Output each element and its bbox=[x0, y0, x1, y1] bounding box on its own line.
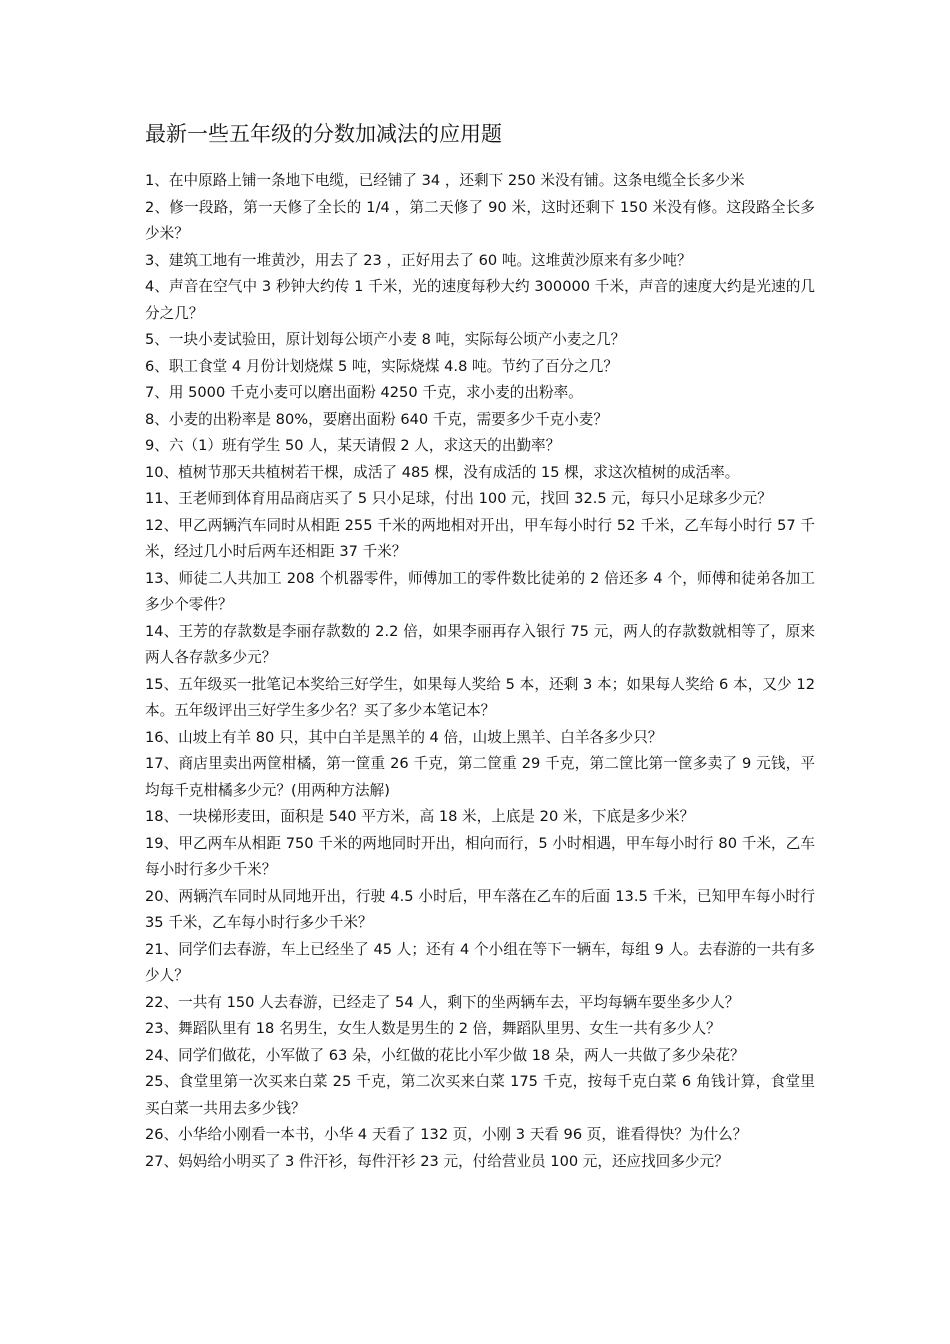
question-item: 22、一共有 150 人去春游，已经走了 54 人，剩下的坐两辆车去，平均每辆车要坐多少人？ bbox=[145, 993, 740, 1011]
document-title: 最新一些五年级的分数加减法的应用题 bbox=[145, 122, 502, 146]
question-item: 8、小麦的出粉率是 80%，要磨出面粉 640 千克，需要多少千克小麦？ bbox=[145, 410, 608, 428]
question-item: 26、小华给小刚看一本书，小华 4 天看了 132 页，小刚 3 天看 96 页，谁看得快？为什么？ bbox=[145, 1126, 748, 1143]
question-item: 11、王老师到体育用品商店买了 5 只小足球，付出 100 元，找回 32.5 元，每只小足球多少元？ bbox=[145, 490, 772, 507]
question-item: 12、甲乙两辆汽车同时从相距 255 千米的两地相对开出，甲车每小时行 52 千米，乙车每小时行 57 千米，经过几小时后两车还相距 37 千米？ bbox=[145, 516, 815, 560]
question-item: 20、两辆汽车同时从同地开出，行驶 4.5 小时后，甲车落在乙车的后面 13.5 千米，已知甲车每小时行 35 千米，乙车每小时行多少千米？ bbox=[145, 887, 815, 931]
question-item: 27、妈妈给小明买了 3 件汗衫，每件汗衫 23 元，付给营业员 100 元，还应找回多少元？ bbox=[145, 1152, 729, 1170]
question-item: 14、王芳的存款数是李丽存款数的 2.2 倍，如果李丽再存入银行 75 元，两人的存款数就相等了，原来两人各存款多少元？ bbox=[145, 622, 815, 666]
question-item: 3、建筑工地有一堆黄沙，用去了 23 ，正好用去了 60 吨。这堆黄沙原来有多少吨？ bbox=[145, 251, 692, 269]
question-item: 24、同学们做花，小军做了 63 朵，小红做的花比小军少做 18 朵，两人一共做了多少朵花？ bbox=[145, 1046, 745, 1064]
question-item: 23、舞蹈队里有 18 名男生，女生人数是男生的 2 倍，舞蹈队里男、女生一共有多少人？ bbox=[145, 1020, 721, 1037]
question-item: 6、职工食堂 4 月份计划烧煤 5 吨，实际烧煤 4.8 吨。节约了百分之几？ bbox=[145, 357, 618, 375]
question-item: 16、山坡上有羊 80 只，其中白羊是黑羊的 4 倍，山坡上黑羊、白羊各多少只？ bbox=[145, 728, 663, 746]
question-item: 21、同学们去春游，车上已经坐了 45 人；还有 4 个小组在等下一辆车，每组 9 人。去春游的一共有多少人？ bbox=[145, 940, 815, 984]
question-item: 7、用 5000 千克小麦可以磨出面粉 4250 千克，求小麦的出粉率。 bbox=[145, 384, 583, 401]
question-item: 17、商店里卖出两筐柑橘，第一筐重 26 千克，第二筐重 29 千克，第二筐比第一筐多卖了 9 元钱，平均每千克柑橘多少元？(用两种方法解) bbox=[145, 755, 815, 799]
question-list bbox=[145, 168, 815, 1175]
question-item: 18、一块梯形麦田，面积是 540 平方米，高 18 米，上底是 20 米，下底是多少米？ bbox=[145, 808, 695, 825]
question-item: 13、师徒二人共加工 208 个机器零件，师傅加工的零件数比徒弟的 2 倍还多 4 个，师傅和徒弟各加工多少个零件？ bbox=[145, 569, 815, 613]
question-item: 5、一块小麦试验田，原计划每公顷产小麦 8 吨，实际每公顷产小麦之几？ bbox=[145, 331, 626, 348]
question-item: 4、声音在空气中 3 秒钟大约传 1 千米，光的速度每秒大约 300000 千米，声音的速度大约是光速的几分之几？ bbox=[145, 278, 815, 322]
question-item: 9、六（1）班有学生 50 人，某天请假 2 人，求这天的出勤率？ bbox=[145, 437, 561, 454]
question-item: 1、在中原路上铺一条地下电缆，已经铺了 34 ，还剩下 250 米没有铺。这条电缆全长多少米 bbox=[145, 172, 745, 189]
question-item: 25、食堂里第一次买来白菜 25 千克，第二次买来白菜 175 千克，按每千克白菜 6 角钱计算，食堂里买白菜一共用去多少钱？ bbox=[145, 1073, 815, 1117]
question-item: 19、甲乙两车从相距 750 千米的两地同时开出，相向而行，5 小时相遇，甲车每小时行 80 千米，乙车每小时行多少千米？ bbox=[145, 834, 815, 878]
question-item: 2、修一段路，第一天修了全长的 1/4 ，第二天修了 90 米，这时还剩下 150 米没有修。这段路全长多少米？ bbox=[145, 198, 815, 242]
question-item: 15、五年级买一批笔记本奖给三好学生，如果每人奖给 5 本，还剩 3 本；如果每人奖给 6 本，又少 12 本。五年级评出三好学生多少名？买了多少本笔记本？ bbox=[145, 675, 815, 719]
question-item: 10、植树节那天共植树若干棵，成活了 485 棵，没有成活的 15 棵，求这次植树的成活率。 bbox=[145, 463, 740, 481]
